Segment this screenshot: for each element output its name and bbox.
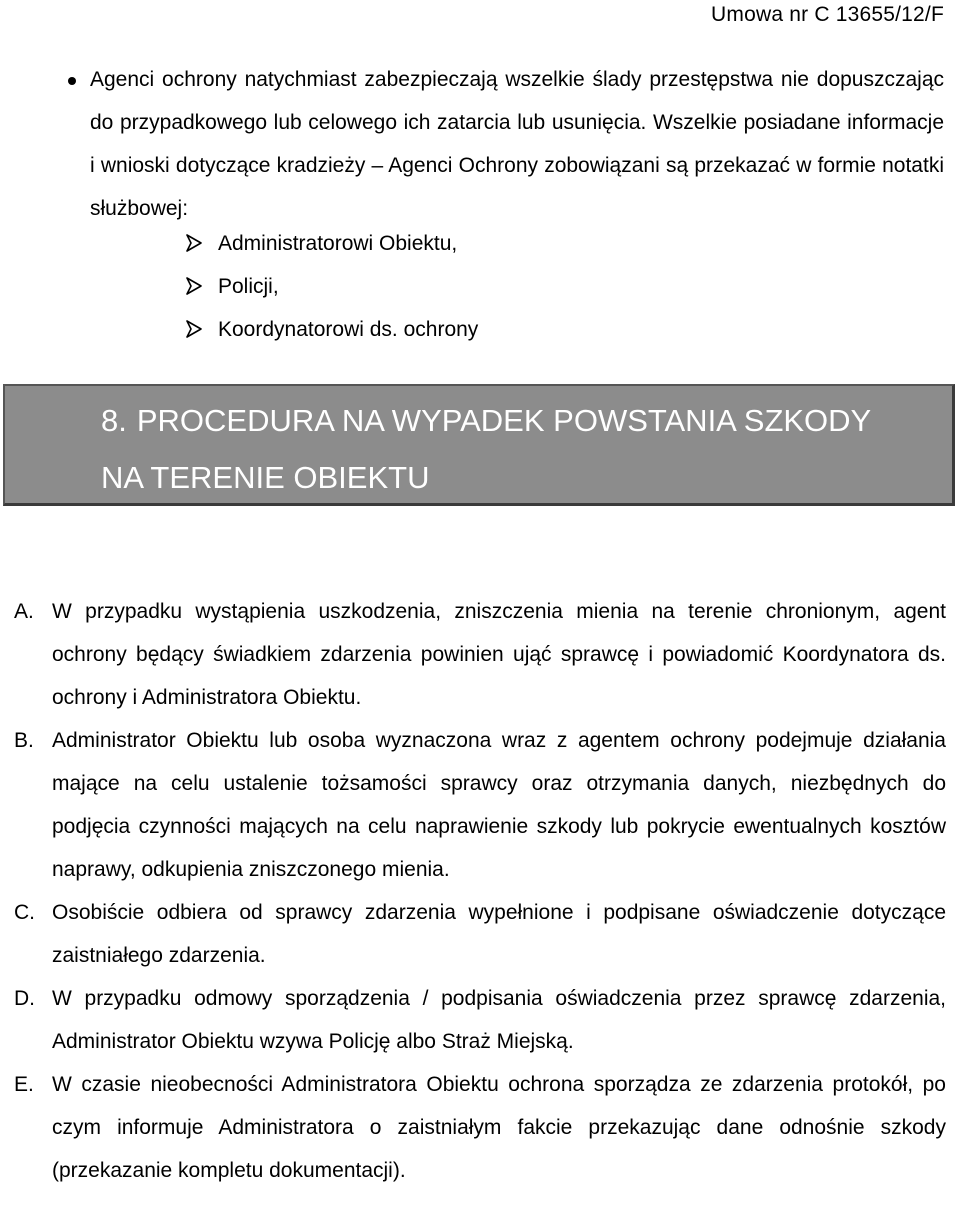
recipient-label: Policji, bbox=[218, 275, 279, 298]
section-title-text: PROCEDURA NA WYPADEK POWSTANIA SZKODY bbox=[136, 403, 872, 438]
procedure-step-b bbox=[14, 719, 946, 891]
list-item bbox=[184, 265, 478, 308]
step-letter: C. bbox=[14, 901, 35, 924]
list-item bbox=[184, 308, 478, 351]
step-text: Osobiście odbiera od sprawcy zdarzenia wypełnione i podpisane oświadczenie dotyczące zaistniałego zdarzenia. bbox=[52, 901, 946, 967]
bullet-paragraph bbox=[66, 58, 944, 230]
step-letter: A. bbox=[14, 600, 34, 623]
section-heading-box bbox=[3, 384, 955, 506]
section-number: 8. bbox=[101, 403, 127, 438]
step-letter: E. bbox=[14, 1073, 34, 1096]
arrow-right-icon bbox=[186, 277, 202, 295]
step-letter: D. bbox=[14, 987, 35, 1010]
procedure-step-e bbox=[14, 1063, 946, 1192]
recipient-label: Koordynatorowi ds. ochrony bbox=[218, 318, 479, 341]
step-text: W czasie nieobecności Administratora Obiektu ochrona sporządza ze zdarzenia protokół, po czym informuje Administratora o zaistniałym fakcie przekazując dane odnośnie szkody (przekazanie kompletu dokumentacji). bbox=[52, 1073, 946, 1182]
bullet-text: Agenci ochrony natychmiast zabezpieczają wszelkie ślady przestępstwa nie dopuszczając do przypadkowego lub celowego ich zatarcia lub usunięcia. Wszelkie posiadane informacje i wnioski dotyczące kradzieży – Agenci Ochrony zobowiązani są przekazać w formie notatki służbowej: bbox=[90, 68, 944, 220]
intro-bullets bbox=[66, 58, 944, 230]
step-text: Administrator Obiektu lub osoba wyznaczona wraz z agentem ochrony podejmuje działania mające na celu ustalenie tożsamości sprawcy oraz otrzymania danych, niezbędnych do podjęcia czynności mających na celu naprawienie szkody lub pokrycie ewentualnych kosztów naprawy, odkupienia zniszczonego mienia. bbox=[52, 729, 946, 881]
arrow-right-icon bbox=[186, 320, 202, 338]
step-letter: B. bbox=[14, 729, 34, 752]
step-text: W przypadku wystąpienia uszkodzenia, zniszczenia mienia na terenie chronionym, agent ochrony będący świadkiem zdarzenia powinien ująć sprawcę i powiadomić Koordynatora ds. ochrony i Administratora Obiektu. bbox=[52, 600, 946, 709]
recipient-list bbox=[184, 222, 478, 351]
recipient-label: Administratorowi Obiektu, bbox=[218, 232, 458, 255]
procedure-step-d bbox=[14, 977, 946, 1063]
list-item bbox=[184, 222, 478, 265]
procedure-step-c bbox=[14, 891, 946, 977]
contract-reference: Umowa nr C 13655/12/F bbox=[711, 3, 944, 26]
section-title-line-2: NA TERENIE OBIEKTU bbox=[101, 460, 430, 495]
section-title-line-1 bbox=[101, 403, 871, 438]
step-text: W przypadku odmowy sporządzenia / podpisania oświadczenia przez sprawcę zdarzenia, Administrator Obiektu wzywa Policję albo Straż Miejską. bbox=[52, 987, 946, 1053]
section-title bbox=[101, 392, 941, 506]
arrow-right-icon bbox=[186, 234, 202, 252]
procedure-step-a bbox=[14, 590, 946, 719]
bullet-dot-icon bbox=[68, 77, 76, 85]
procedure-steps bbox=[14, 590, 946, 1192]
